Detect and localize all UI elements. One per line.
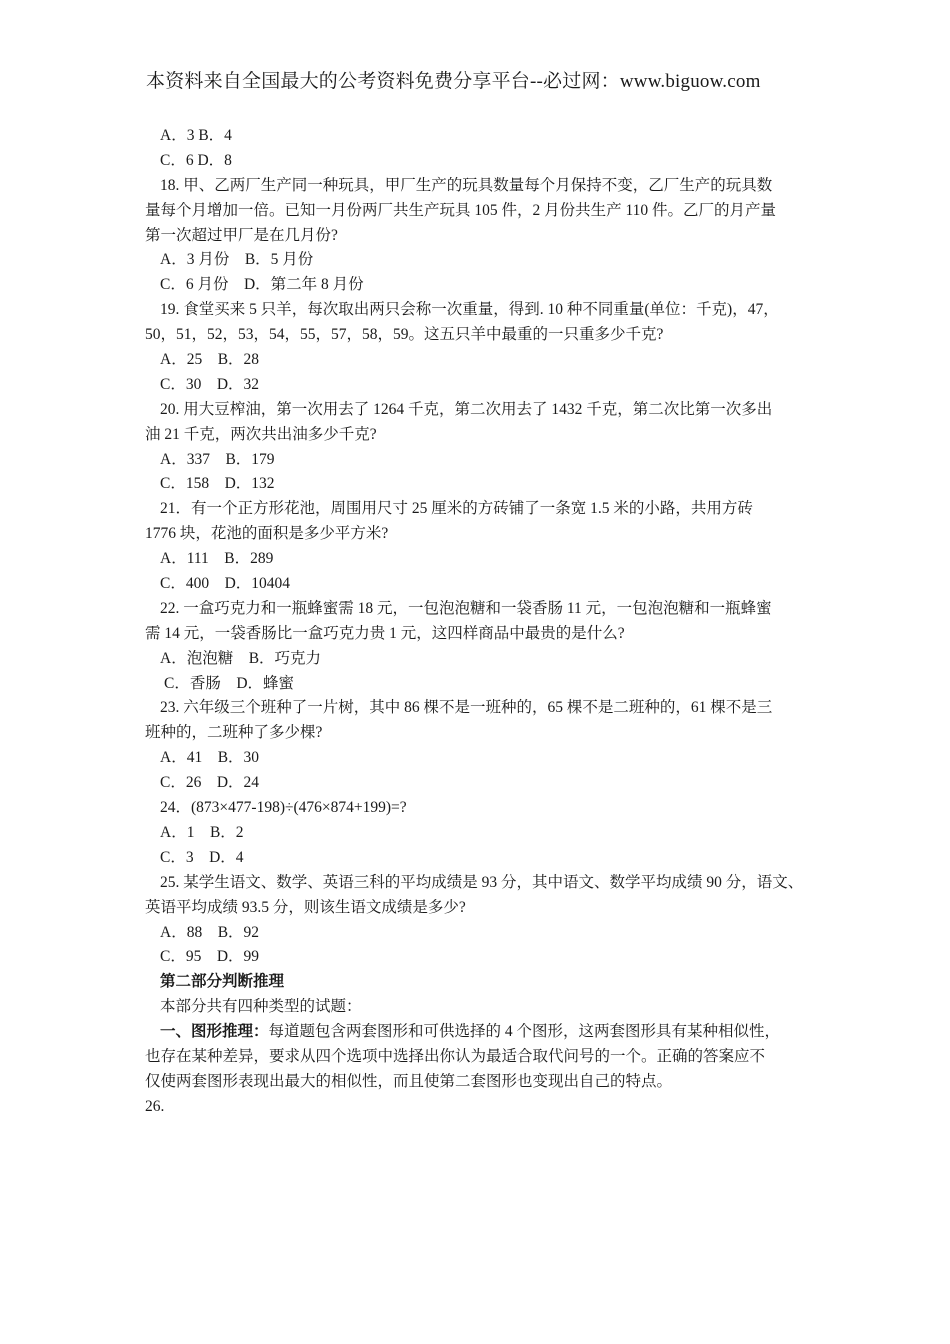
q25-options-ab: A．88 B．92 — [160, 923, 260, 941]
q22-options-cd: C．香肠 D．蜂蜜 — [164, 674, 295, 692]
q18-options-cd: C．6 月份 D．第二年 8 月份 — [160, 276, 364, 294]
q23-line-2: 班种的，二班种了多少棵? — [145, 724, 323, 742]
q21-options-ab: A．111 B．289 — [160, 550, 274, 568]
q25-options-cd: C．95 D．99 — [160, 948, 260, 966]
q22-line-1: 22. 一盒巧克力和一瓶蜂蜜需 18 元，一包泡泡糖和一袋香肠 11 元，一包泡泡糖和一瓶蜂蜜 — [160, 599, 772, 617]
q24-options-cd: C．3 D．4 — [160, 848, 244, 866]
q19-line-1: 19. 食堂买来 5 只羊，每次取出两只会称一次重量，得到. 10 种不同重量(单位：千克)，47， — [160, 301, 779, 319]
q17-options-ab: A．3 B．4 — [160, 127, 232, 144]
q26-label: 26. — [145, 1097, 165, 1115]
q18-line-1: 18. 甲、乙两厂生产同一种玩具，甲厂生产的玩具数量每个月保持不变，乙厂生产的玩具数 — [160, 176, 773, 194]
q25-line-2: 英语平均成绩 93.5 分，则该生语文成绩是多少? — [145, 898, 466, 916]
q22-line-2: 需 14 元，一袋香肠比一盒巧克力贵 1 元，这四样商品中最贵的是什么? — [145, 624, 625, 642]
part2-section1-text: 每道题包含两套图形和可供选择的 4 个图形，这两套图形具有某种相似性， — [268, 1023, 781, 1041]
q19-options-ab: A．25 B．28 — [160, 351, 260, 369]
q25-line-1: 25. 某学生语文、数学、英语三科的平均成绩是 93 分，其中语文、数学平均成绩 90 分，语文、 — [160, 873, 804, 891]
document-body — [145, 124, 817, 1120]
document-header: 本资料来自全国最大的公考资料免费分享平台--必过网：www.biguow.com — [146, 71, 761, 92]
q19-line-2: 50，51，52，53，54，55，57，58，59。这五只羊中最重的一只重多少千克? — [145, 326, 664, 344]
q24-options-ab: A．1 B．2 — [160, 823, 244, 841]
q19-options-cd: C．30 D．32 — [160, 375, 260, 393]
part2-intro: 本部分共有四种类型的试题： — [160, 998, 362, 1016]
q20-line-1: 20. 用大豆榨油，第一次用去了 1264 千克，第二次用去了 1432 千克，第二次比第一次多出 — [160, 400, 773, 418]
q20-options-cd: C．158 D．132 — [160, 475, 275, 493]
q21-options-cd: C．400 D．10404 — [160, 575, 291, 593]
q23-line-1: 23. 六年级三个班种了一片树，其中 86 棵不是一班种的，65 棵不是二班种的，61 棵不是三 — [160, 699, 773, 717]
q18-options-ab: A．3 月份 B．5 月份 — [160, 251, 314, 269]
part2-section1-line-1 — [145, 1020, 817, 1045]
part2-section1-label: 一、图形推理： — [160, 1023, 269, 1041]
q18-line-3: 第一次超过甲厂是在几月份? — [145, 226, 338, 244]
q22-options-ab: A．泡泡糖 B．巧克力 — [160, 649, 322, 667]
q21-line-2: 1776 块，花池的面积是多少平方米? — [145, 525, 389, 543]
q18-line-2: 量每个月增加一倍。已知一月份两厂共生产玩具 105 件，2 月份共生产 110 件。乙厂的月产量 — [145, 201, 777, 219]
q21-line-1: 21．有一个正方形花池，周围用尺寸 25 厘米的方砖铺了一条宽 1.5 米的小路，共用方砖 — [160, 500, 753, 518]
part2-heading: 第二部分判断推理 — [160, 973, 285, 991]
part2-section1-line-2: 也存在某种差异，要求从四个选项中选择出你认为最适合取代问号的一个。正确的答案应不 — [145, 1047, 766, 1065]
q23-options-cd: C．26 D．24 — [160, 774, 260, 792]
q17-options-cd: C．6 D．8 — [160, 151, 232, 169]
q23-options-ab: A．41 B．30 — [160, 749, 260, 767]
q20-line-2: 油 21 千克，两次共出油多少千克? — [145, 425, 377, 443]
part2-section1-line-3: 仅使两套图形表现出最大的相似性，而且使第二套图形也变现出自己的特点。 — [145, 1072, 673, 1090]
q24-line-1: 24．(873×477-198)÷(476×874+199)=? — [160, 799, 407, 817]
q20-options-ab: A．337 B．179 — [160, 450, 275, 468]
